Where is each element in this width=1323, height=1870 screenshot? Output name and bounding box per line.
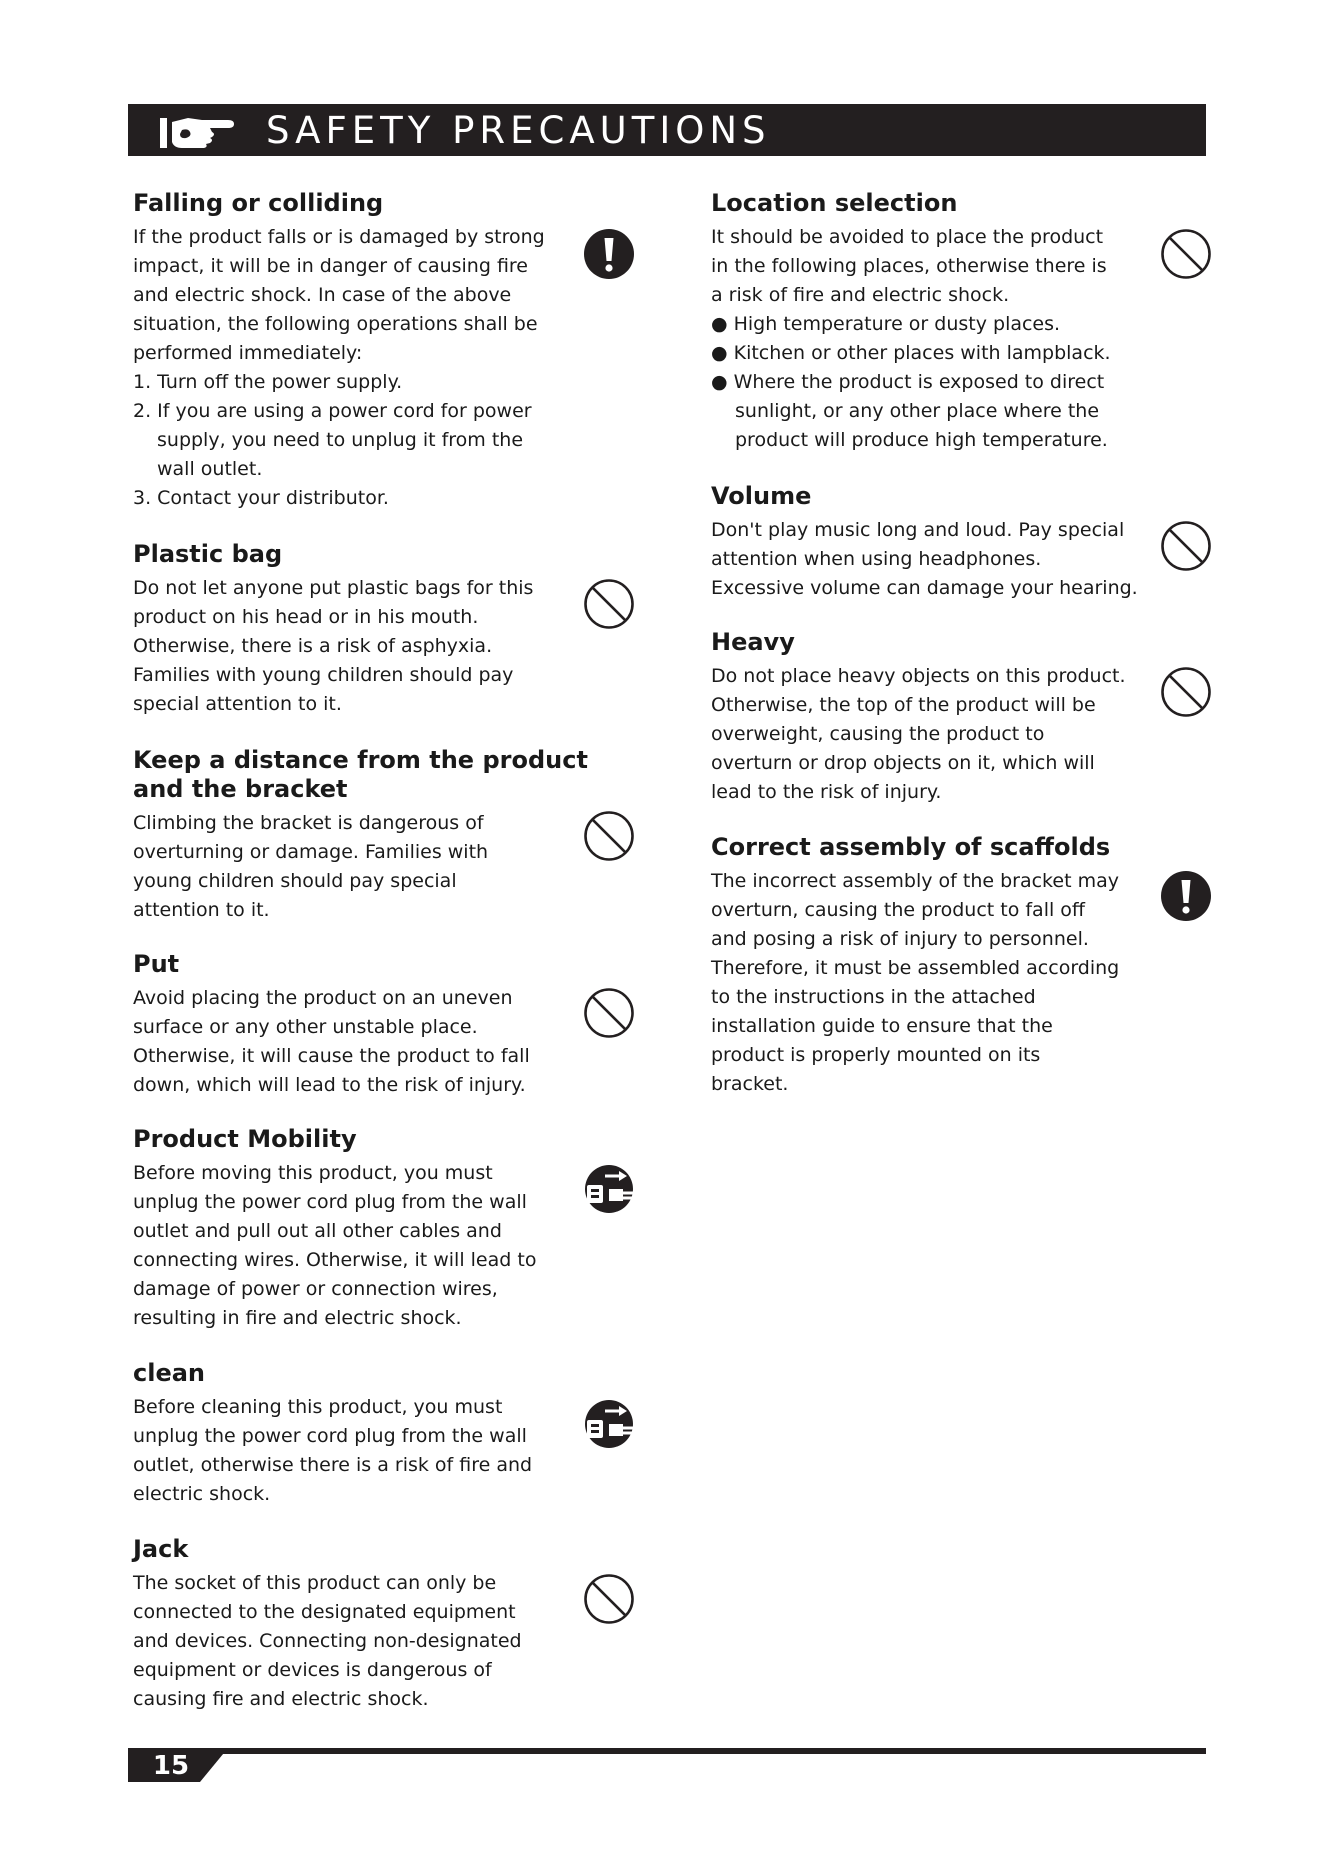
section-plastic-bag bbox=[133, 540, 533, 719]
section-jack bbox=[133, 1535, 522, 1714]
section-text-line: special attention to it. bbox=[133, 693, 342, 715]
section-text-line: Excessive volume can damage your hearing. bbox=[711, 577, 1138, 599]
section-text-line: The incorrect assembly of the bracket may bbox=[711, 870, 1119, 892]
section-text-line: in the following places, otherwise there is bbox=[711, 255, 1107, 277]
pointing-hand-icon bbox=[158, 108, 238, 152]
section-text-line: overturn, causing the product to fall off bbox=[711, 899, 1086, 921]
section-text-line: attention when using headphones. bbox=[711, 548, 1042, 570]
numbered-step-continued: wall outlet. bbox=[157, 458, 263, 480]
section-text-line: resulting in fire and electric shock. bbox=[133, 1307, 462, 1329]
mandatory-icon bbox=[583, 228, 635, 280]
section-put bbox=[133, 950, 530, 1100]
numbered-step: 2. If you are using a power cord for power bbox=[133, 400, 532, 422]
section-text-line: Otherwise, it will cause the product to fall bbox=[133, 1045, 530, 1067]
section-text-line: Families with young children should pay bbox=[133, 664, 514, 686]
section-text-line: causing fire and electric shock. bbox=[133, 1688, 429, 1710]
section-text-line: outlet and pull out all other cables and bbox=[133, 1220, 502, 1242]
section-text-line: young children should pay special bbox=[133, 870, 457, 892]
section-title: Product Mobility bbox=[133, 1125, 357, 1153]
section-title: Volume bbox=[711, 482, 812, 510]
section-title: Jack bbox=[133, 1535, 189, 1563]
section-text-line: connecting wires. Otherwise, it will lead to bbox=[133, 1249, 537, 1271]
section-title: Plastic bag bbox=[133, 540, 283, 568]
section-text-line: Avoid placing the product on an uneven bbox=[133, 987, 513, 1009]
bullet-item: ● Kitchen or other places with lampblack. bbox=[711, 342, 1111, 364]
section-title: Correct assembly of scaffolds bbox=[711, 833, 1111, 861]
section-text-line: and devices. Connecting non-designated bbox=[133, 1630, 522, 1652]
section-text-line: Before cleaning this product, you must bbox=[133, 1396, 503, 1418]
section-text-line: and posing a risk of injury to personnel. bbox=[711, 928, 1089, 950]
mandatory-icon bbox=[1160, 870, 1212, 922]
section-text-line: Therefore, it must be assembled according bbox=[711, 957, 1120, 979]
section-text-line: Before moving this product, you must bbox=[133, 1162, 493, 1184]
section-text-line: Climbing the bracket is dangerous of bbox=[133, 812, 484, 834]
prohibition-icon bbox=[583, 987, 635, 1039]
prohibition-icon bbox=[1160, 228, 1212, 280]
section-text-line: Otherwise, there is a risk of asphyxia. bbox=[133, 635, 493, 657]
section-text-line: damage of power or connection wires, bbox=[133, 1278, 498, 1300]
section-heavy bbox=[711, 628, 1126, 807]
section-text-line: electric shock. bbox=[133, 1483, 271, 1505]
page-number: 15 bbox=[152, 1751, 190, 1781]
section-text-line: to the instructions in the attached bbox=[711, 986, 1036, 1008]
section-text-line: attention to it. bbox=[133, 899, 270, 921]
prohibition-icon bbox=[1160, 666, 1212, 718]
bullet-item: ● Where the product is exposed to direct bbox=[711, 371, 1105, 393]
section-text-line: overturning or damage. Families with bbox=[133, 841, 489, 863]
page-title: SAFETY PRECAUTIONS bbox=[266, 108, 771, 152]
section-text-line: overturn or drop objects on it, which will bbox=[711, 752, 1095, 774]
section-clean bbox=[133, 1359, 532, 1509]
section-text-line: unplug the power cord plug from the wall bbox=[133, 1191, 527, 1213]
unplug-icon bbox=[583, 1163, 635, 1215]
section-text-line: surface or any other unstable place. bbox=[133, 1016, 478, 1038]
prohibition-icon bbox=[583, 1573, 635, 1625]
section-title: clean bbox=[133, 1359, 206, 1387]
section-text-line: connected to the designated equipment bbox=[133, 1601, 516, 1623]
header-bar bbox=[128, 104, 1206, 156]
unplug-icon bbox=[583, 1398, 635, 1450]
section-text-line: and electric shock. In case of the above bbox=[133, 284, 512, 306]
section-text-line: down, which will lead to the risk of injury. bbox=[133, 1074, 526, 1096]
numbered-step: 1. Turn off the power supply. bbox=[133, 371, 403, 393]
bullet-item-continued: product will produce high temperature. bbox=[735, 429, 1108, 451]
bullet-item-continued: sunlight, or any other place where the bbox=[735, 400, 1100, 422]
numbered-step: 3. Contact your distributor. bbox=[133, 487, 389, 509]
section-location-selection bbox=[711, 189, 1111, 455]
section-text-line: bracket. bbox=[711, 1073, 789, 1095]
numbered-step-continued: supply, you need to unplug it from the bbox=[157, 429, 524, 451]
section-title: Falling or colliding bbox=[133, 189, 384, 217]
section-volume bbox=[711, 482, 1138, 603]
section-text-line: The socket of this product can only be bbox=[133, 1572, 497, 1594]
section-keep-distance bbox=[133, 746, 588, 925]
prohibition-icon bbox=[1160, 520, 1212, 572]
section-text-line: a risk of fire and electric shock. bbox=[711, 284, 1010, 306]
footer-rule bbox=[128, 1748, 1206, 1754]
section-text-line: installation guide to ensure that the bbox=[711, 1015, 1053, 1037]
section-text-line: impact, it will be in danger of causing fire bbox=[133, 255, 529, 277]
section-text-line: Do not place heavy objects on this product. bbox=[711, 665, 1126, 687]
section-text-line: unplug the power cord plug from the wall bbox=[133, 1425, 527, 1447]
section-text-line: overweight, causing the product to bbox=[711, 723, 1045, 745]
prohibition-icon bbox=[583, 810, 635, 862]
section-text-line: outlet, otherwise there is a risk of fire and bbox=[133, 1454, 533, 1476]
section-text-line: It should be avoided to place the product bbox=[711, 226, 1104, 248]
section-text-line: lead to the risk of injury. bbox=[711, 781, 942, 803]
section-text-line: If the product falls or is damaged by strong bbox=[133, 226, 545, 248]
section-falling-or-colliding bbox=[133, 189, 545, 513]
section-title-line: and the bracket bbox=[133, 775, 348, 803]
section-product-mobility bbox=[133, 1125, 536, 1333]
section-correct-assembly bbox=[711, 833, 1119, 1099]
section-title: Heavy bbox=[711, 628, 795, 656]
bullet-item: ● High temperature or dusty places. bbox=[711, 313, 1061, 335]
section-text-line: equipment or devices is dangerous of bbox=[133, 1659, 492, 1681]
section-title bbox=[133, 746, 588, 804]
prohibition-icon bbox=[583, 578, 635, 630]
section-text-line: Do not let anyone put plastic bags for this bbox=[133, 577, 534, 599]
section-text-line: performed immediately: bbox=[133, 342, 363, 364]
section-title: Put bbox=[133, 950, 180, 978]
section-text-line: product on his head or in his mouth. bbox=[133, 606, 479, 628]
section-text-line: Otherwise, the top of the product will be bbox=[711, 694, 1096, 716]
section-title-line: Keep a distance from the product bbox=[133, 746, 588, 774]
section-text-line: Don't play music long and loud. Pay special bbox=[711, 519, 1125, 541]
section-title: Location selection bbox=[711, 189, 958, 217]
section-text-line: situation, the following operations shall be bbox=[133, 313, 538, 335]
section-text-line: product is properly mounted on its bbox=[711, 1044, 1041, 1066]
